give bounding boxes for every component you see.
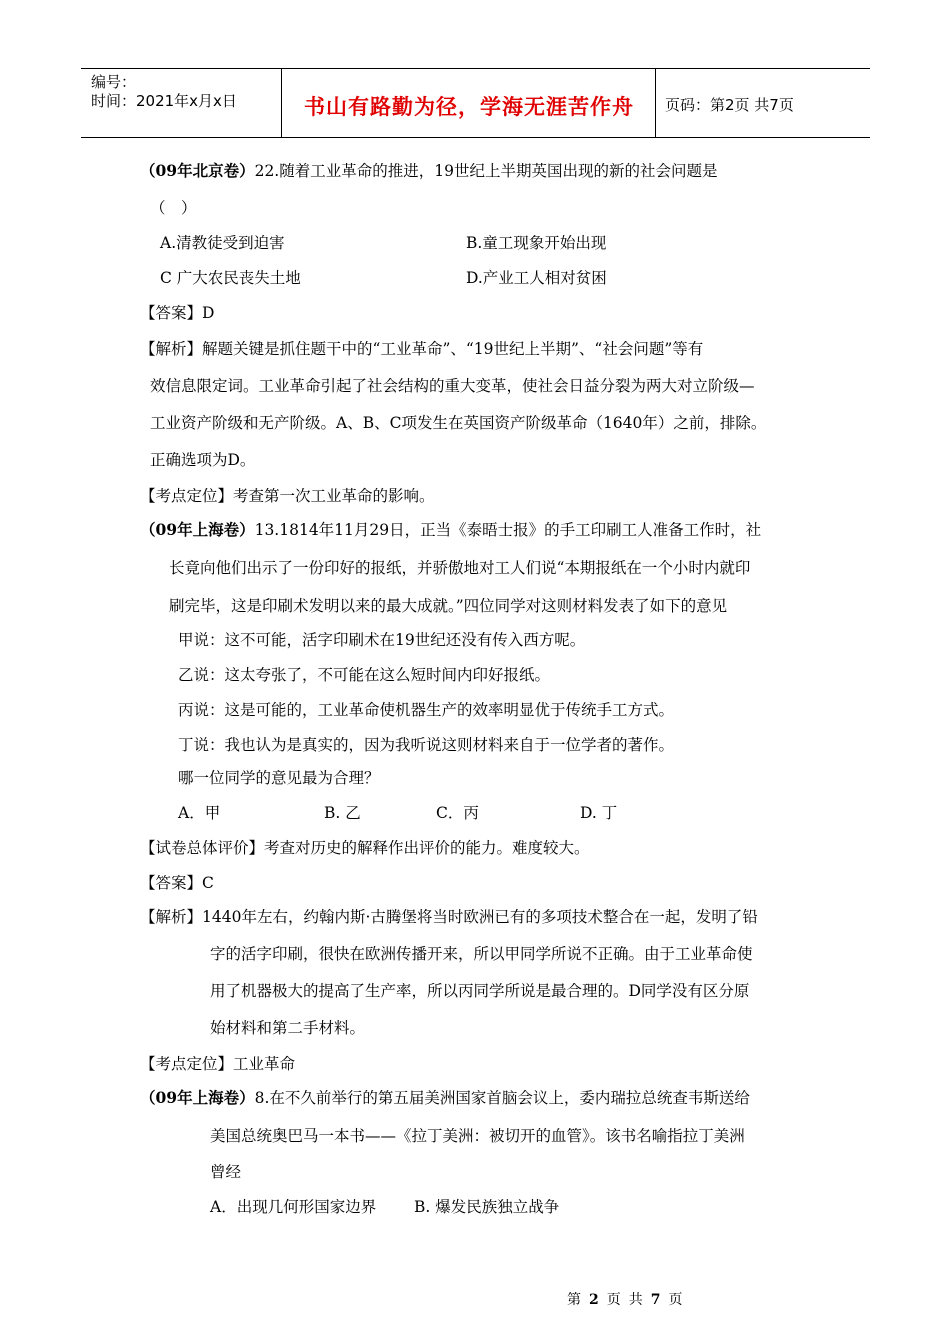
q1-analysis-3: 工业资产阶级和无产阶级。A、B、C项发生在英国资产阶级革命（1640年）之前，排除。 [150, 414, 767, 432]
footer-p1: 第 [567, 1292, 581, 1308]
header-page-info: 页码：第2页 共7页 [665, 96, 794, 114]
q1-point: 考查第一次工业革命的影响。 [233, 487, 435, 505]
footer-total-pages: 7 [650, 1292, 661, 1308]
q2-analysis-line-1 [140, 907, 758, 927]
q1-stem: 22.随着工业革命的推进，19世纪上半期英国出现的新的社会问题是 [254, 162, 718, 180]
q1-option-c: C 广大农民丧失土地 [160, 269, 301, 287]
q2-eval-line [140, 838, 590, 858]
q1-source: （09年北京卷） [140, 161, 255, 180]
q2-opinion-yi: 乙说：这太夸张了，不可能在这么短时间内印好报纸。 [178, 666, 551, 684]
q1-answer: D [202, 304, 215, 322]
q3-stem-2: 美国总统奥巴马一本书——《拉丁美洲：被切开的血管》。该书名喻指拉丁美洲 [210, 1127, 745, 1145]
q1-point-line [140, 486, 435, 506]
q2-option-d: D. 丁 [580, 804, 618, 822]
q3-option-a: A．出现几何形国家边界 [210, 1198, 377, 1216]
q2-analysis-1: 1440年左右，约翰内斯·古腾堡将当时欧洲已有的多项技术整合在一起，发明了铅 [202, 908, 758, 926]
q3-stem-1: 8.在不久前举行的第五届美洲国家首脑会议上，委内瑞拉总统查韦斯送给 [254, 1089, 750, 1107]
q3-option-b: B. 爆发民族独立战争 [414, 1198, 560, 1216]
q3-stem-line-1 [140, 1088, 750, 1108]
header-time-label: 时间：2021年x月x日 [91, 92, 237, 110]
q1-option-a: A.清教徒受到迫害 [160, 234, 285, 252]
q2-answer: C [202, 874, 214, 892]
page-footer [567, 1289, 691, 1309]
q1-analysis-2: 效信息限定词。工业革命引起了社会结构的重大变革，使社会日益分裂为两大对立阶级— [150, 377, 755, 395]
q2-point-label: 【考点定位】 [140, 1055, 234, 1073]
q1-analysis-line-1 [140, 339, 703, 359]
q2-opinion-bing: 丙说：这是可能的，工业革命使机器生产的效率明显优于传统手工方式。 [178, 701, 675, 719]
q1-option-b: B.童工现象开始出现 [466, 234, 607, 252]
header-meta [91, 73, 237, 111]
q1-option-d: D.产业工人相对贫困 [466, 269, 607, 287]
q1-analysis-1: 解题关键是抓住题干中的“工业革命”、“19世纪上半期”、“社会问题”等有 [202, 340, 704, 358]
q3-source: （09年上海卷） [140, 1088, 255, 1107]
q2-stem-2: 长竟向他们出示了一份印好的报纸，并骄傲地对工人们说“本期报纸在一个小时内就印 [169, 559, 751, 577]
q2-eval-label: 【试卷总体评价】 [140, 839, 265, 857]
q1-stem-line [140, 161, 717, 181]
page-header [81, 68, 870, 138]
q1-paren: （ ） [150, 199, 197, 217]
q2-analysis-4: 始材料和第二手材料。 [210, 1019, 366, 1037]
q2-analysis-2: 字的活字印刷，很快在欧洲传播开来，所以甲同学所说不正确。由于工业革命使 [210, 945, 753, 963]
q2-stem-line-1 [140, 520, 761, 540]
q2-answer-label: 【答案】 [140, 874, 203, 892]
q1-analysis-4: 正确选项为D。 [150, 451, 256, 469]
footer-page-number: 2 [589, 1292, 599, 1308]
header-motto: 书山有路勤为径，学海无涯苦作舟 [304, 95, 634, 119]
q2-answer-line [140, 873, 214, 893]
q2-analysis-label: 【解析】 [140, 908, 203, 926]
q2-option-b: B. 乙 [324, 804, 361, 822]
q2-stem-3: 刷完毕，这是印刷术发明以来的最大成就。”四位同学对这则材料发表了如下的意见 [169, 597, 728, 615]
q2-question: 哪一位同学的意见最为合理？ [178, 769, 380, 787]
q1-point-label: 【考点定位】 [140, 487, 234, 505]
q1-analysis-label: 【解析】 [140, 340, 203, 358]
q2-stem-1: 13.1814年11月29日，正当《泰晤士报》的手工印刷工人准备工作时，社 [254, 521, 762, 539]
footer-p6: 页 [668, 1292, 683, 1308]
q2-source: （09年上海卷） [140, 520, 255, 539]
q2-point: 工业革命 [233, 1055, 296, 1073]
q2-option-a: A．甲 [178, 804, 221, 822]
q2-point-line [140, 1054, 295, 1074]
q2-analysis-3: 用了机器极大的提高了生产率，所以丙同学所说是最合理的。D同学没有区分原 [210, 982, 750, 1000]
q3-stem-3: 曾经 [210, 1163, 242, 1181]
q2-opinion-ding: 丁说：我也认为是真实的，因为我听说这则材料来自于一位学者的著作。 [178, 736, 675, 754]
header-divider [281, 69, 282, 137]
q2-option-c: C．丙 [436, 804, 479, 822]
q1-answer-line [140, 303, 214, 323]
q2-opinion-jia: 甲说：这不可能，活字印刷术在19世纪还没有传入西方呢。 [178, 631, 586, 649]
q2-eval: 考查对历史的解释作出评价的能力。难度较大。 [264, 839, 590, 857]
header-number-label: 编号： [91, 73, 137, 91]
footer-p3: 页 [606, 1292, 621, 1308]
header-divider [655, 69, 656, 137]
q1-answer-label: 【答案】 [140, 304, 203, 322]
footer-p4: 共 [628, 1292, 643, 1308]
